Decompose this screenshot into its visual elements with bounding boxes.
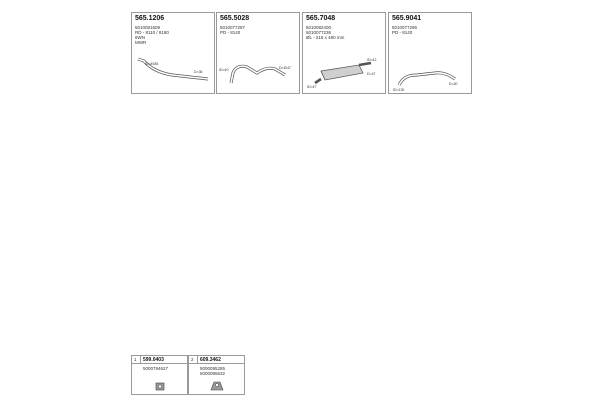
pipe-dimension-label: ID=47: [307, 85, 317, 89]
part-card[interactable]: [388, 12, 472, 94]
part-number: 565.5028: [220, 15, 250, 22]
clamp-icon: [132, 356, 189, 396]
part-detail-line: 8WN: [135, 35, 145, 40]
bracket-icon: [189, 356, 246, 396]
accessory-index: 1: [134, 357, 137, 362]
pipe-dimension-label: ID=40: [219, 68, 229, 72]
part-detail-line: RD - 8110 / 8180: [135, 30, 169, 35]
exhaust-pipe-drawing: [389, 13, 473, 95]
part-number: 565.7048: [306, 15, 336, 22]
part-number: 565.9041: [392, 15, 422, 22]
part-detail-line: PD - 8140: [220, 30, 241, 35]
part-card[interactable]: [216, 12, 300, 94]
pipe-dimension-label: D=ID47: [279, 66, 291, 70]
pipe-dimension-label: ID=130: [393, 88, 405, 92]
part-detail-line: 5010077236: [306, 30, 332, 35]
pipe-dimension-label: ID=4536: [145, 62, 159, 66]
part-card[interactable]: [131, 12, 215, 94]
accessory-card[interactable]: [188, 355, 245, 395]
accessory-part-number: 609.3462: [200, 357, 221, 363]
part-detail-line: MWR: [135, 40, 147, 45]
pipe-dimension-label: D=36: [194, 70, 203, 74]
part-detail-line: 5010081609: [135, 25, 161, 30]
part-detail-line: 5010082400: [306, 25, 332, 30]
exhaust-pipe-drawing: [217, 13, 301, 95]
part-detail-line: ØL - 216 x 490 mm: [306, 35, 345, 40]
accessory-detail-line: 5000095285: [200, 366, 226, 371]
part-card[interactable]: [302, 12, 386, 94]
accessory-part-number: 599.0403: [143, 357, 164, 363]
exhaust-pipe-drawing: [132, 13, 216, 95]
part-detail-line: 5010077296: [392, 25, 418, 30]
pipe-dimension-label: ID=42: [367, 58, 377, 62]
pipe-dimension-label: D=47: [367, 72, 376, 76]
pipe-dimension-label: D=40: [449, 82, 458, 86]
part-detail-line: 5010077297: [220, 25, 246, 30]
accessory-card[interactable]: [131, 355, 188, 395]
accessory-detail-line: 5000794627: [143, 366, 169, 371]
accessory-index: 2: [191, 357, 194, 362]
muffler-drawing: [303, 13, 387, 95]
accessory-detail-line: 5000095632: [200, 371, 226, 376]
part-detail-line: PD - 8140: [392, 30, 413, 35]
part-number: 565.1206: [135, 15, 165, 22]
